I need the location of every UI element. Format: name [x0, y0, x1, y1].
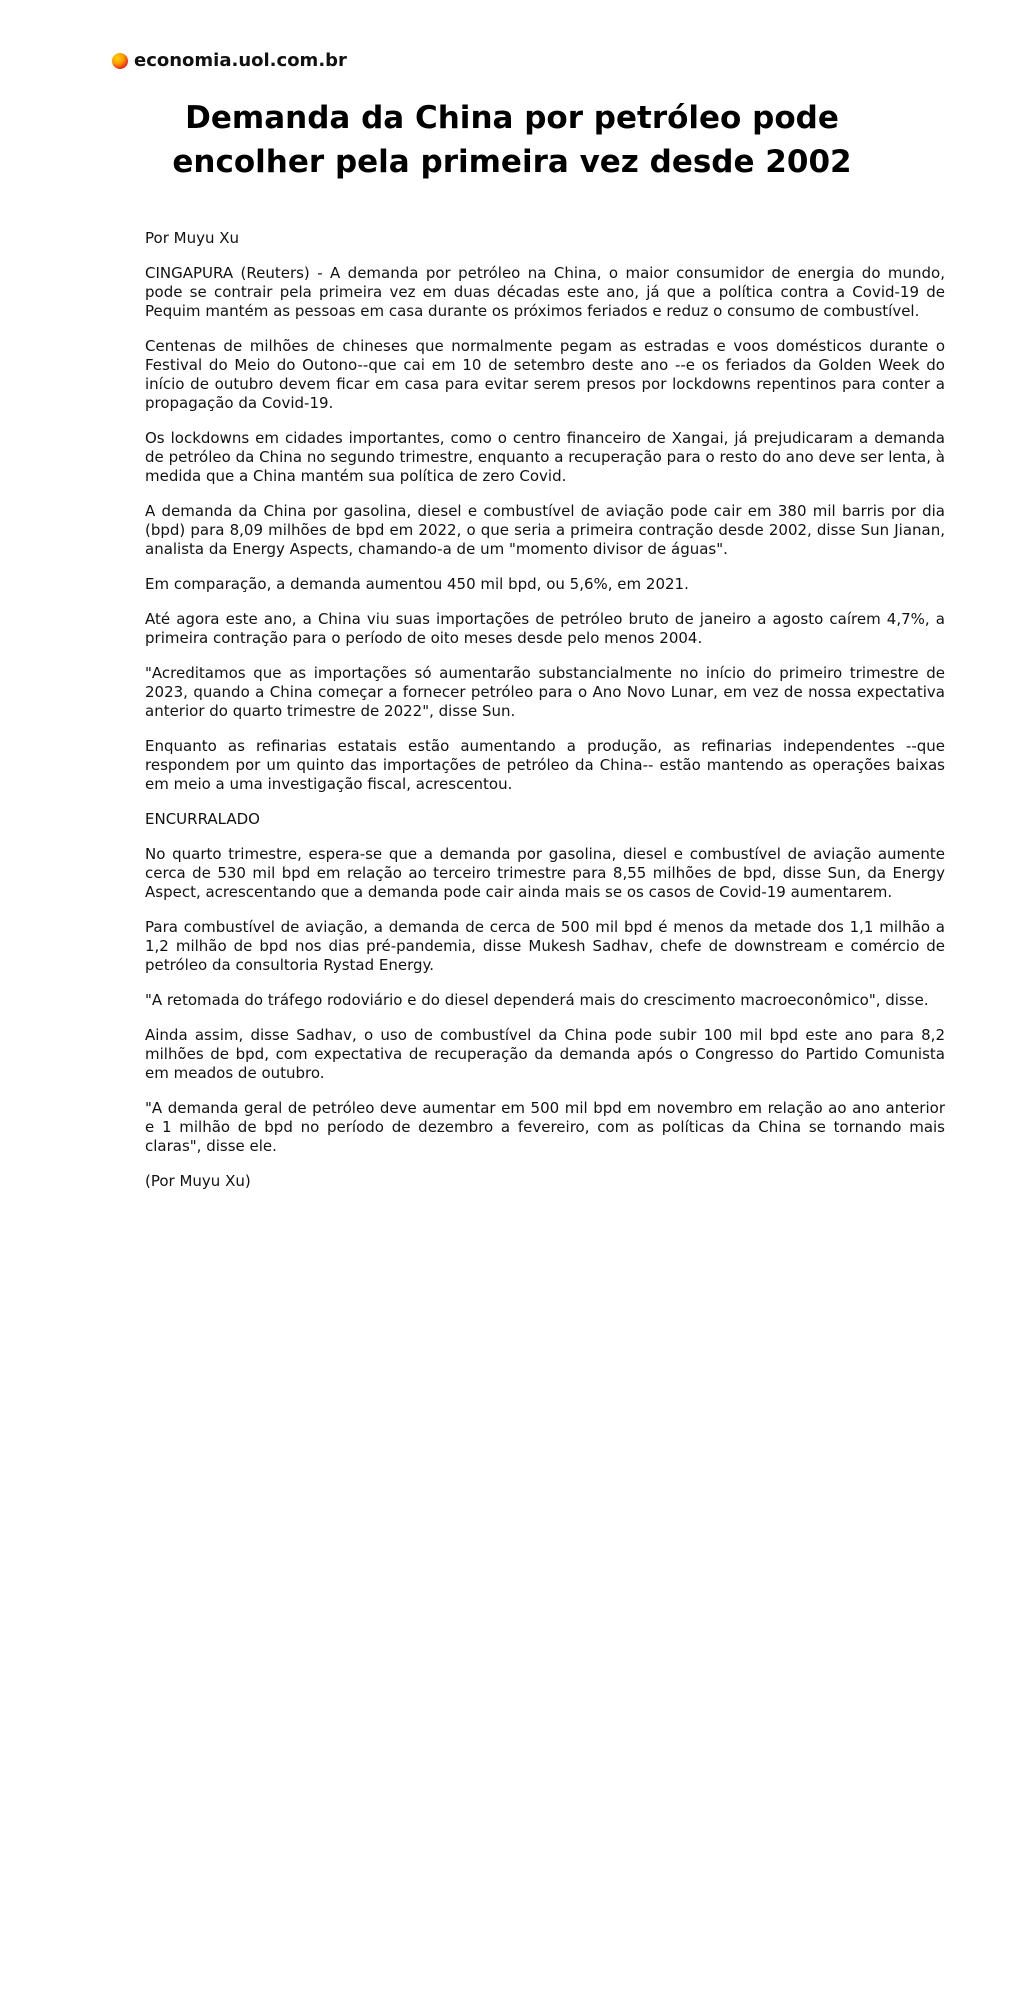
article-paragraph: Enquanto as refinarias estatais estão aumentando a produção, as refinarias independentes --que respondem por um quinto das importações de petróleo da China-- estão mantendo as operações baixas em meio a uma investigação fiscal, acrescentou.	[145, 737, 945, 793]
article-credit: (Por Muyu Xu)	[145, 1172, 251, 1190]
article-paragraph: "Acreditamos que as importações só aumentarão substancialmente no início do primeiro trimestre de 2023, quando a China começar a fornecer petróleo para o Ano Novo Lunar, em vez de nossa expectativa anterior do quarto trimestre de 2022", disse Sun.	[145, 664, 945, 720]
article-paragraph: CINGAPURA (Reuters) - A demanda por petróleo na China, o maior consumidor de energia do mundo, pode se contrair pela primeira vez em duas décadas este ano, já que a política contra a Covid-19 de Pequim mantém as pessoas em casa durante os próximos feriados e reduz o consumo de combustível.	[145, 264, 945, 320]
article-paragraph: "A retomada do tráfego rodoviário e do diesel dependerá mais do crescimento macroeconômico", disse.	[145, 991, 929, 1009]
article-paragraph: Para combustível de aviação, a demanda de cerca de 500 mil bpd é menos da metade dos 1,1 milhão a 1,2 milhão de bpd nos dias pré-pandemia, disse Mukesh Sadhav, chefe de downstream e comércio de petróleo da consultoria Rystad Energy.	[145, 918, 945, 974]
site-header	[112, 50, 347, 71]
site-domain-link[interactable]: economia.uol.com.br	[134, 50, 347, 71]
uol-logo-icon[interactable]	[112, 53, 128, 69]
article-title: Demanda da China por petróleo pode encolher pela primeira vez desde 2002	[172, 100, 852, 180]
article-paragraph: Ainda assim, disse Sadhav, o uso de combustível da China pode subir 100 mil bpd este ano para 8,2 milhões de bpd, com expectativa de recuperação da demanda após o Congresso do Partido Comunista em meados de outubro.	[145, 1026, 945, 1082]
article-paragraph: Centenas de milhões de chineses que normalmente pegam as estradas e voos domésticos durante o Festival do Meio do Outono--que cai em 10 de setembro deste ano --e os feriados da Golden Week do início de outubro devem ficar em casa para evitar serem presos por lockdowns repentinos para conter a propagação da Covid-19.	[145, 337, 945, 412]
article-paragraph: Até agora este ano, a China viu suas importações de petróleo bruto de janeiro a agosto caírem 4,7%, a primeira contração para o período de oito meses desde pelo menos 2004.	[145, 610, 945, 647]
article-paragraph: A demanda da China por gasolina, diesel e combustível de aviação pode cair em 380 mil barris por dia (bpd) para 8,09 milhões de bpd em 2022, o que seria a primeira contração desde 2002, disse Sun Jianan, analista da Energy Aspects, chamando-a de um "momento divisor de águas".	[145, 502, 945, 558]
article-paragraph: "A demanda geral de petróleo deve aumentar em 500 mil bpd em novembro em relação ao ano anterior e 1 milhão de bpd no período de dezembro a fevereiro, com as políticas da China se tornando mais claras", disse ele.	[145, 1099, 945, 1155]
article-subheading: ENCURRALADO	[145, 810, 260, 828]
article-body	[145, 229, 945, 1207]
article-byline: Por Muyu Xu	[145, 229, 240, 247]
article-paragraph: No quarto trimestre, espera-se que a demanda por gasolina, diesel e combustível de aviação aumente cerca de 530 mil bpd em relação ao terceiro trimestre para 8,55 milhões de bpd, disse Sun, da Energy Aspect, acrescentando que a demanda pode cair ainda mais se os casos de Covid-19 aumentarem.	[145, 845, 945, 901]
article-paragraph: Os lockdowns em cidades importantes, como o centro financeiro de Xangai, já prejudicaram a demanda de petróleo da China no segundo trimestre, enquanto a recuperação para o resto do ano deve ser lenta, à medida que a China mantém sua política de zero Covid.	[145, 429, 945, 485]
article-paragraph: Em comparação, a demanda aumentou 450 mil bpd, ou 5,6%, em 2021.	[145, 575, 689, 593]
